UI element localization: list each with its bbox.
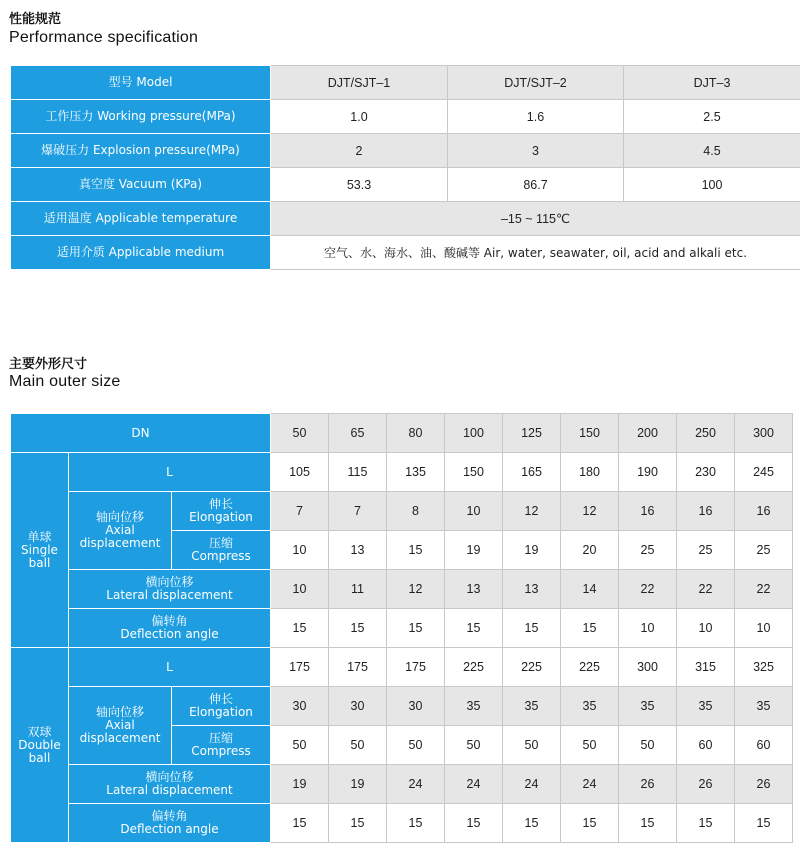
model-3: DJT–3 (624, 66, 800, 100)
table-cell: 15 (329, 804, 387, 843)
table-cell: 225 (561, 648, 619, 687)
table-cell: 225 (503, 648, 561, 687)
table-cell: 13 (503, 570, 561, 609)
table-cell: 22 (619, 570, 677, 609)
table-row (11, 648, 793, 687)
table-cell: 30 (329, 687, 387, 726)
temperature-value: –15 ~ 115℃ (271, 202, 800, 236)
table-cell: 300 (735, 414, 793, 453)
axial-displacement-label-line: 轴向位移 (95, 510, 144, 524)
table-cell: 35 (445, 687, 503, 726)
table-cell: 30 (271, 687, 329, 726)
table-cell: 26 (735, 765, 793, 804)
length-label: L (69, 453, 271, 492)
table-cell: 4.5 (624, 134, 800, 168)
table-cell: 190 (619, 453, 677, 492)
compress-label-line: 压缩 (208, 731, 233, 745)
table-cell: 50 (271, 726, 329, 765)
table-cell: 16 (735, 492, 793, 531)
table-cell: 12 (387, 570, 445, 609)
perf-section-title-en: Performance specification (9, 29, 199, 46)
compress-label-line: Compress (191, 744, 251, 758)
table-cell: 15 (503, 609, 561, 648)
compress-label (172, 531, 271, 570)
table-cell: 50 (387, 726, 445, 765)
table-row (11, 168, 800, 202)
axial-displacement-label-line: displacement (79, 731, 161, 745)
table-cell: 7 (329, 492, 387, 531)
table-cell: 225 (445, 648, 503, 687)
table-cell: 230 (677, 453, 735, 492)
table-cell: 245 (735, 453, 793, 492)
table-cell: 150 (561, 414, 619, 453)
table-cell: 35 (677, 687, 735, 726)
table-cell: 60 (735, 726, 793, 765)
table-cell: 35 (503, 687, 561, 726)
table-cell: 15 (677, 804, 735, 843)
table-cell: 1.0 (271, 100, 448, 134)
table-row (11, 570, 793, 609)
elongation-label-line: Elongation (189, 705, 253, 719)
table-cell: 35 (619, 687, 677, 726)
table-cell: 12 (561, 492, 619, 531)
vacuum-label: 真空度 Vacuum (KPa) (11, 168, 271, 202)
table-cell: 15 (561, 804, 619, 843)
table-cell: 60 (677, 726, 735, 765)
table-row (11, 492, 793, 531)
single-ball-label (11, 453, 69, 648)
table-row (11, 687, 793, 726)
working-pressure-label: 工作压力 Working pressure(MPa) (11, 100, 271, 134)
double-ball-label (11, 648, 69, 843)
table-cell: 175 (329, 648, 387, 687)
table-cell: 300 (619, 648, 677, 687)
table-cell: 115 (329, 453, 387, 492)
table-cell: 24 (445, 765, 503, 804)
axial-displacement-label-line: displacement (79, 536, 161, 550)
axial-displacement-label-line: Axial (105, 718, 135, 732)
table-row (11, 134, 800, 168)
table-cell: 3 (448, 134, 624, 168)
table-cell: 16 (677, 492, 735, 531)
double-ball-label-line: ball (28, 750, 51, 765)
lateral-displacement-label-line: 横向位移 (145, 575, 194, 589)
table-cell: 50 (271, 414, 329, 453)
table-cell: 24 (387, 765, 445, 804)
lateral-displacement-label-line: 横向位移 (145, 770, 194, 784)
table-cell: 30 (387, 687, 445, 726)
length-label: L (69, 648, 271, 687)
table-cell: 7 (271, 492, 329, 531)
table-cell: 135 (387, 453, 445, 492)
medium-value: 空气、水、海水、油、酸碱等 Air, water, seawater, oil, acid and alkali etc. (271, 236, 800, 270)
table-cell: 12 (503, 492, 561, 531)
table-cell: 8 (387, 492, 445, 531)
table-cell: 15 (271, 804, 329, 843)
perf-section-title-cn: 性能规范 (9, 12, 62, 27)
table-cell: 15 (561, 609, 619, 648)
axial-displacement-label (69, 492, 172, 570)
table-cell: 13 (445, 570, 503, 609)
table-cell: 15 (445, 804, 503, 843)
axial-displacement-label (69, 687, 172, 765)
table-cell: 175 (271, 648, 329, 687)
table-cell: 19 (503, 531, 561, 570)
lateral-displacement-label (69, 570, 271, 609)
size-section-title-en: Main outer size (9, 373, 121, 390)
table-cell: 2.5 (624, 100, 800, 134)
table-cell: 65 (329, 414, 387, 453)
table-cell: 15 (503, 804, 561, 843)
table-row (11, 765, 793, 804)
table-cell: 11 (329, 570, 387, 609)
table-row (11, 609, 793, 648)
lateral-displacement-label-line: Lateral displacement (106, 783, 233, 797)
table-cell: 19 (271, 765, 329, 804)
table-cell: 20 (561, 531, 619, 570)
table-cell: 15 (445, 609, 503, 648)
table-row (11, 414, 793, 453)
outer-size-table (10, 413, 793, 843)
table-cell: 50 (445, 726, 503, 765)
table-row (11, 100, 800, 134)
single-ball-label-line: Single (21, 542, 58, 557)
axial-displacement-label-line: 轴向位移 (95, 705, 144, 719)
elongation-label (172, 492, 271, 531)
table-cell: 25 (735, 531, 793, 570)
deflection-angle-label (69, 609, 271, 648)
table-cell: 105 (271, 453, 329, 492)
table-cell: 19 (329, 765, 387, 804)
table-cell: 10 (445, 492, 503, 531)
table-cell: 35 (561, 687, 619, 726)
table-cell: 15 (735, 804, 793, 843)
table-cell: 26 (619, 765, 677, 804)
dn-label: DN (11, 414, 271, 453)
single-ball-label-line: 单球 (27, 529, 52, 544)
table-cell: 50 (561, 726, 619, 765)
performance-table (10, 65, 800, 270)
lateral-displacement-label (69, 765, 271, 804)
deflection-angle-label (69, 804, 271, 843)
model-2: DJT/SJT–2 (448, 66, 624, 100)
table-cell: 50 (619, 726, 677, 765)
size-section-title-cn: 主要外形尺寸 (9, 357, 88, 372)
table-cell: 250 (677, 414, 735, 453)
table-cell: 10 (619, 609, 677, 648)
table-cell: 80 (387, 414, 445, 453)
table-cell: 15 (619, 804, 677, 843)
table-cell: 24 (503, 765, 561, 804)
table-cell: 2 (271, 134, 448, 168)
model-label: 型号 Model (11, 66, 271, 100)
table-cell: 100 (624, 168, 800, 202)
table-row (11, 236, 800, 270)
table-cell: 50 (329, 726, 387, 765)
table-cell: 50 (503, 726, 561, 765)
compress-label-line: Compress (191, 549, 251, 563)
table-cell: 200 (619, 414, 677, 453)
elongation-label-line: Elongation (189, 510, 253, 524)
deflection-angle-label-line: Deflection angle (120, 822, 219, 836)
table-cell: 10 (271, 531, 329, 570)
table-row (11, 804, 793, 843)
deflection-angle-label-line: 偏转角 (151, 614, 188, 628)
deflection-angle-label-line: 偏转角 (151, 809, 188, 823)
table-cell: 14 (561, 570, 619, 609)
table-cell: 1.6 (448, 100, 624, 134)
elongation-label (172, 687, 271, 726)
table-cell: 25 (677, 531, 735, 570)
table-cell: 25 (619, 531, 677, 570)
table-cell: 35 (735, 687, 793, 726)
double-ball-label-line: 双球 (27, 724, 52, 739)
table-cell: 15 (329, 609, 387, 648)
table-cell: 15 (271, 609, 329, 648)
lateral-displacement-label-line: Lateral displacement (106, 588, 233, 602)
table-cell: 10 (677, 609, 735, 648)
model-1: DJT/SJT–1 (271, 66, 448, 100)
elongation-label-line: 伸长 (208, 692, 233, 706)
table-cell: 26 (677, 765, 735, 804)
table-row (11, 66, 800, 100)
table-row (11, 202, 800, 236)
table-cell: 86.7 (448, 168, 624, 202)
table-cell: 180 (561, 453, 619, 492)
elongation-label-line: 伸长 (208, 497, 233, 511)
table-cell: 10 (735, 609, 793, 648)
table-cell: 125 (503, 414, 561, 453)
single-ball-label-line: ball (28, 555, 51, 570)
axial-displacement-label-line: Axial (105, 523, 135, 537)
compress-label (172, 726, 271, 765)
table-cell: 165 (503, 453, 561, 492)
table-cell: 19 (445, 531, 503, 570)
temperature-label: 适用温度 Applicable temperature (11, 202, 271, 236)
compress-label-line: 压缩 (208, 536, 233, 550)
table-cell: 325 (735, 648, 793, 687)
table-cell: 175 (387, 648, 445, 687)
table-cell: 15 (387, 804, 445, 843)
table-cell: 315 (677, 648, 735, 687)
double-ball-label-line: Double (18, 737, 61, 752)
table-cell: 24 (561, 765, 619, 804)
table-cell: 15 (387, 531, 445, 570)
table-cell: 150 (445, 453, 503, 492)
explosion-pressure-label: 爆破压力 Explosion pressure(MPa) (11, 134, 271, 168)
table-cell: 100 (445, 414, 503, 453)
table-cell: 10 (271, 570, 329, 609)
deflection-angle-label-line: Deflection angle (120, 627, 219, 641)
table-cell: 13 (329, 531, 387, 570)
medium-label: 适用介质 Applicable medium (11, 236, 271, 270)
table-cell: 22 (735, 570, 793, 609)
table-row (11, 453, 793, 492)
table-cell: 16 (619, 492, 677, 531)
table-cell: 53.3 (271, 168, 448, 202)
table-cell: 15 (387, 609, 445, 648)
table-cell: 22 (677, 570, 735, 609)
